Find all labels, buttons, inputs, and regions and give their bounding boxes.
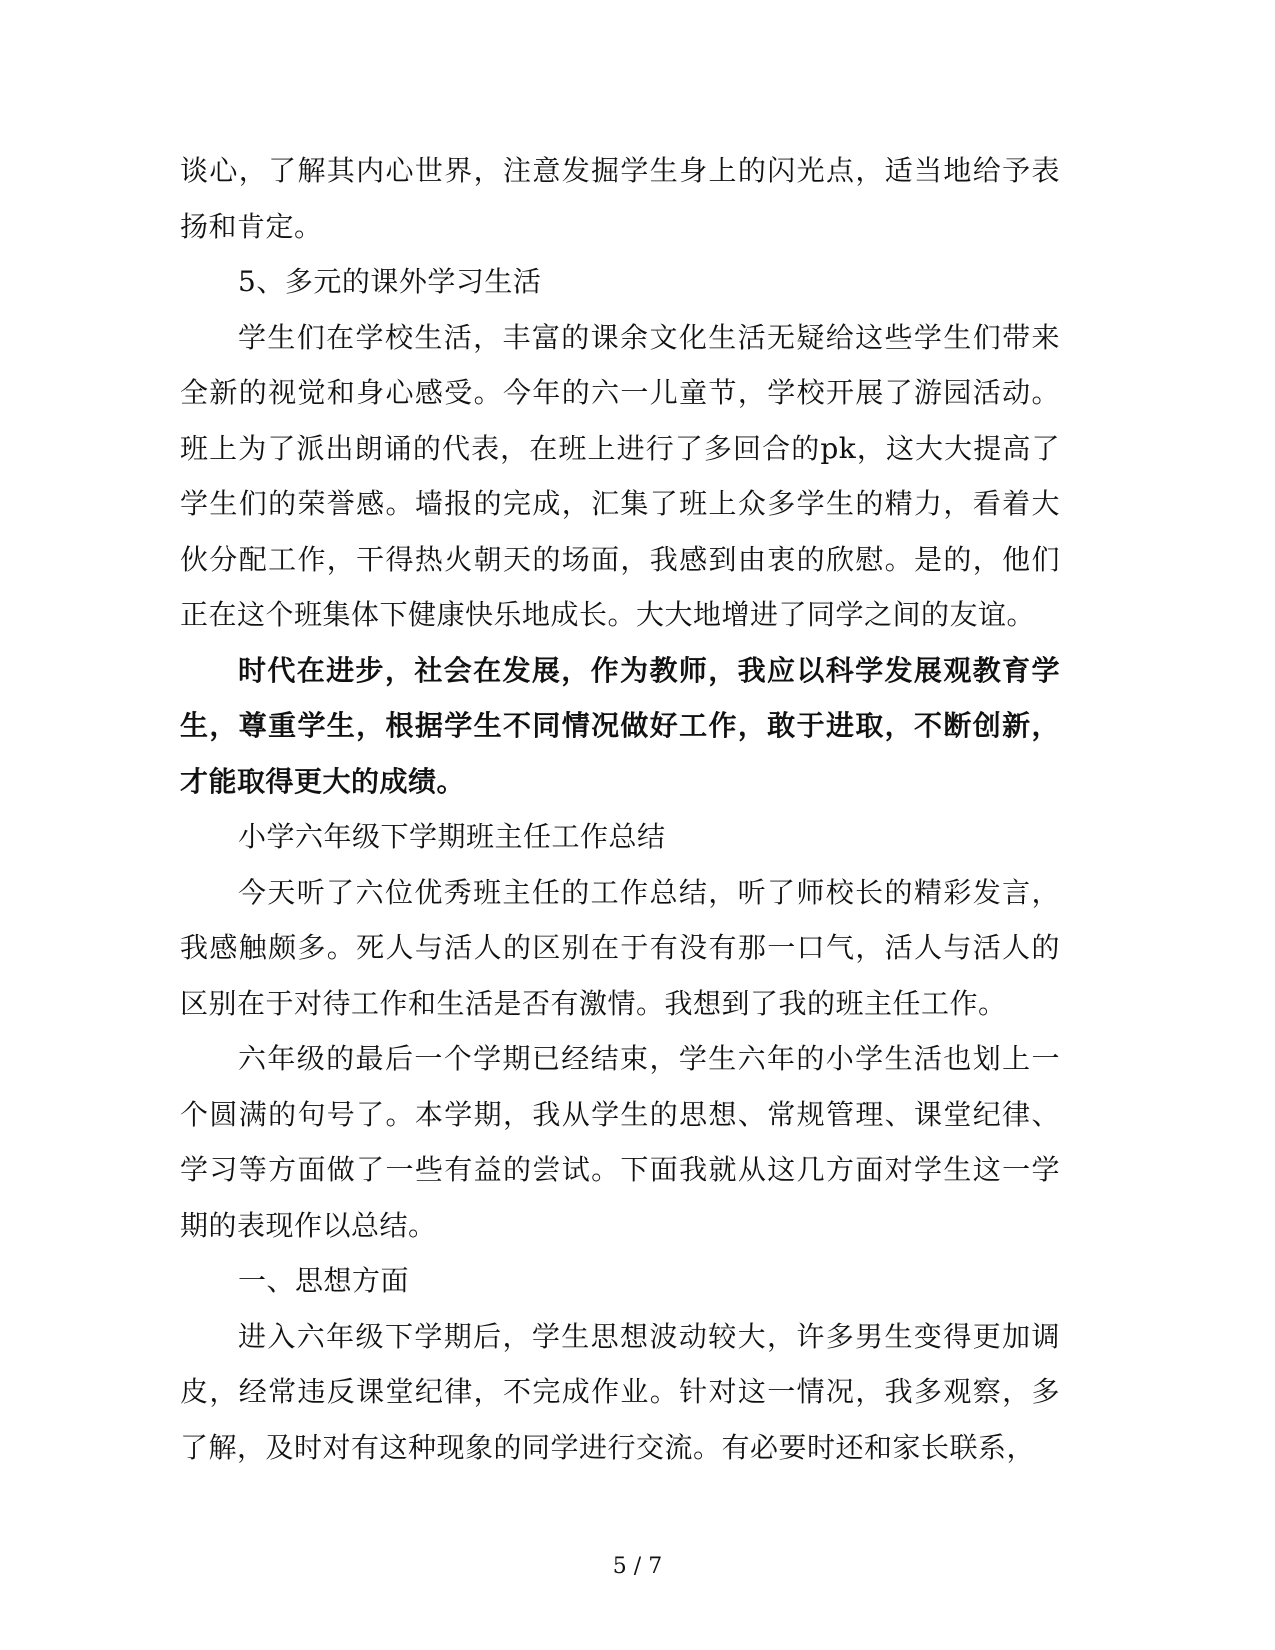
section-heading-thought: 一、思想方面 <box>238 1264 410 1297</box>
paragraph-thought: 进入六年级下学期后，学生思想波动较大，许多男生变得更加调皮，经常违反课堂纪律，不完成作业。针对这一情况，我多观察，多了解，及时对有这种现象的同学进行交流。有必要时还和家长联系， <box>180 1319 1060 1464</box>
page-number: 5 / 7 <box>612 1554 663 1579</box>
paragraph-semester-summary: 六年级的最后一个学期已经结束，学生六年的小学生活也划上一个圆满的句号了。本学期，我从学生的思想、常规管理、课堂纪律、学习等方面做了一些有益的尝试。下面我就从这几方面对学生这一学期的表现作以总结。 <box>180 1042 1060 1242</box>
paragraph-intro: 今天听了六位优秀班主任的工作总结，听了师校长的精彩发言，我感触颇多。死人与活人的区别在于有没有那一口气，活人与活人的区别在于对待工作和生活是否有激情。我想到了我的班主任工作。 <box>180 875 1060 1020</box>
paragraph-conclusion-bold: 时代在进步，社会在发展，作为教师，我应以科学发展观教育学生，尊重学生，根据学生不同情况做好工作，敢于进取，不断创新，才能取得更大的成绩。 <box>180 653 1060 798</box>
document-title: 小学六年级下学期班主任工作总结 <box>238 820 666 853</box>
section-heading-extracurricular: 5、多元的课外学习生活 <box>238 265 542 298</box>
paragraph-continuation: 谈心，了解其内心世界，注意发掘学生身上的闪光点，适当地给予表扬和肯定。 <box>180 154 1060 243</box>
document-body <box>180 143 1060 1475</box>
paragraph-extracurricular: 学生们在学校生活，丰富的课余文化生活无疑给这些学生们带来全新的视觉和身心感受。今年的六一儿童节，学校开展了游园活动。班上为了派出朗诵的代表，在班上进行了多回合的pk，这大大提高了学生们的荣誉感。墙报的完成，汇集了班上众多学生的精力，看着大伙分配工作，干得热火朝天的场面，我感到由衷的欣慰。是的，他们正在这个班集体下健康快乐地成长。大大地增进了同学之间的友谊。 <box>180 320 1060 631</box>
